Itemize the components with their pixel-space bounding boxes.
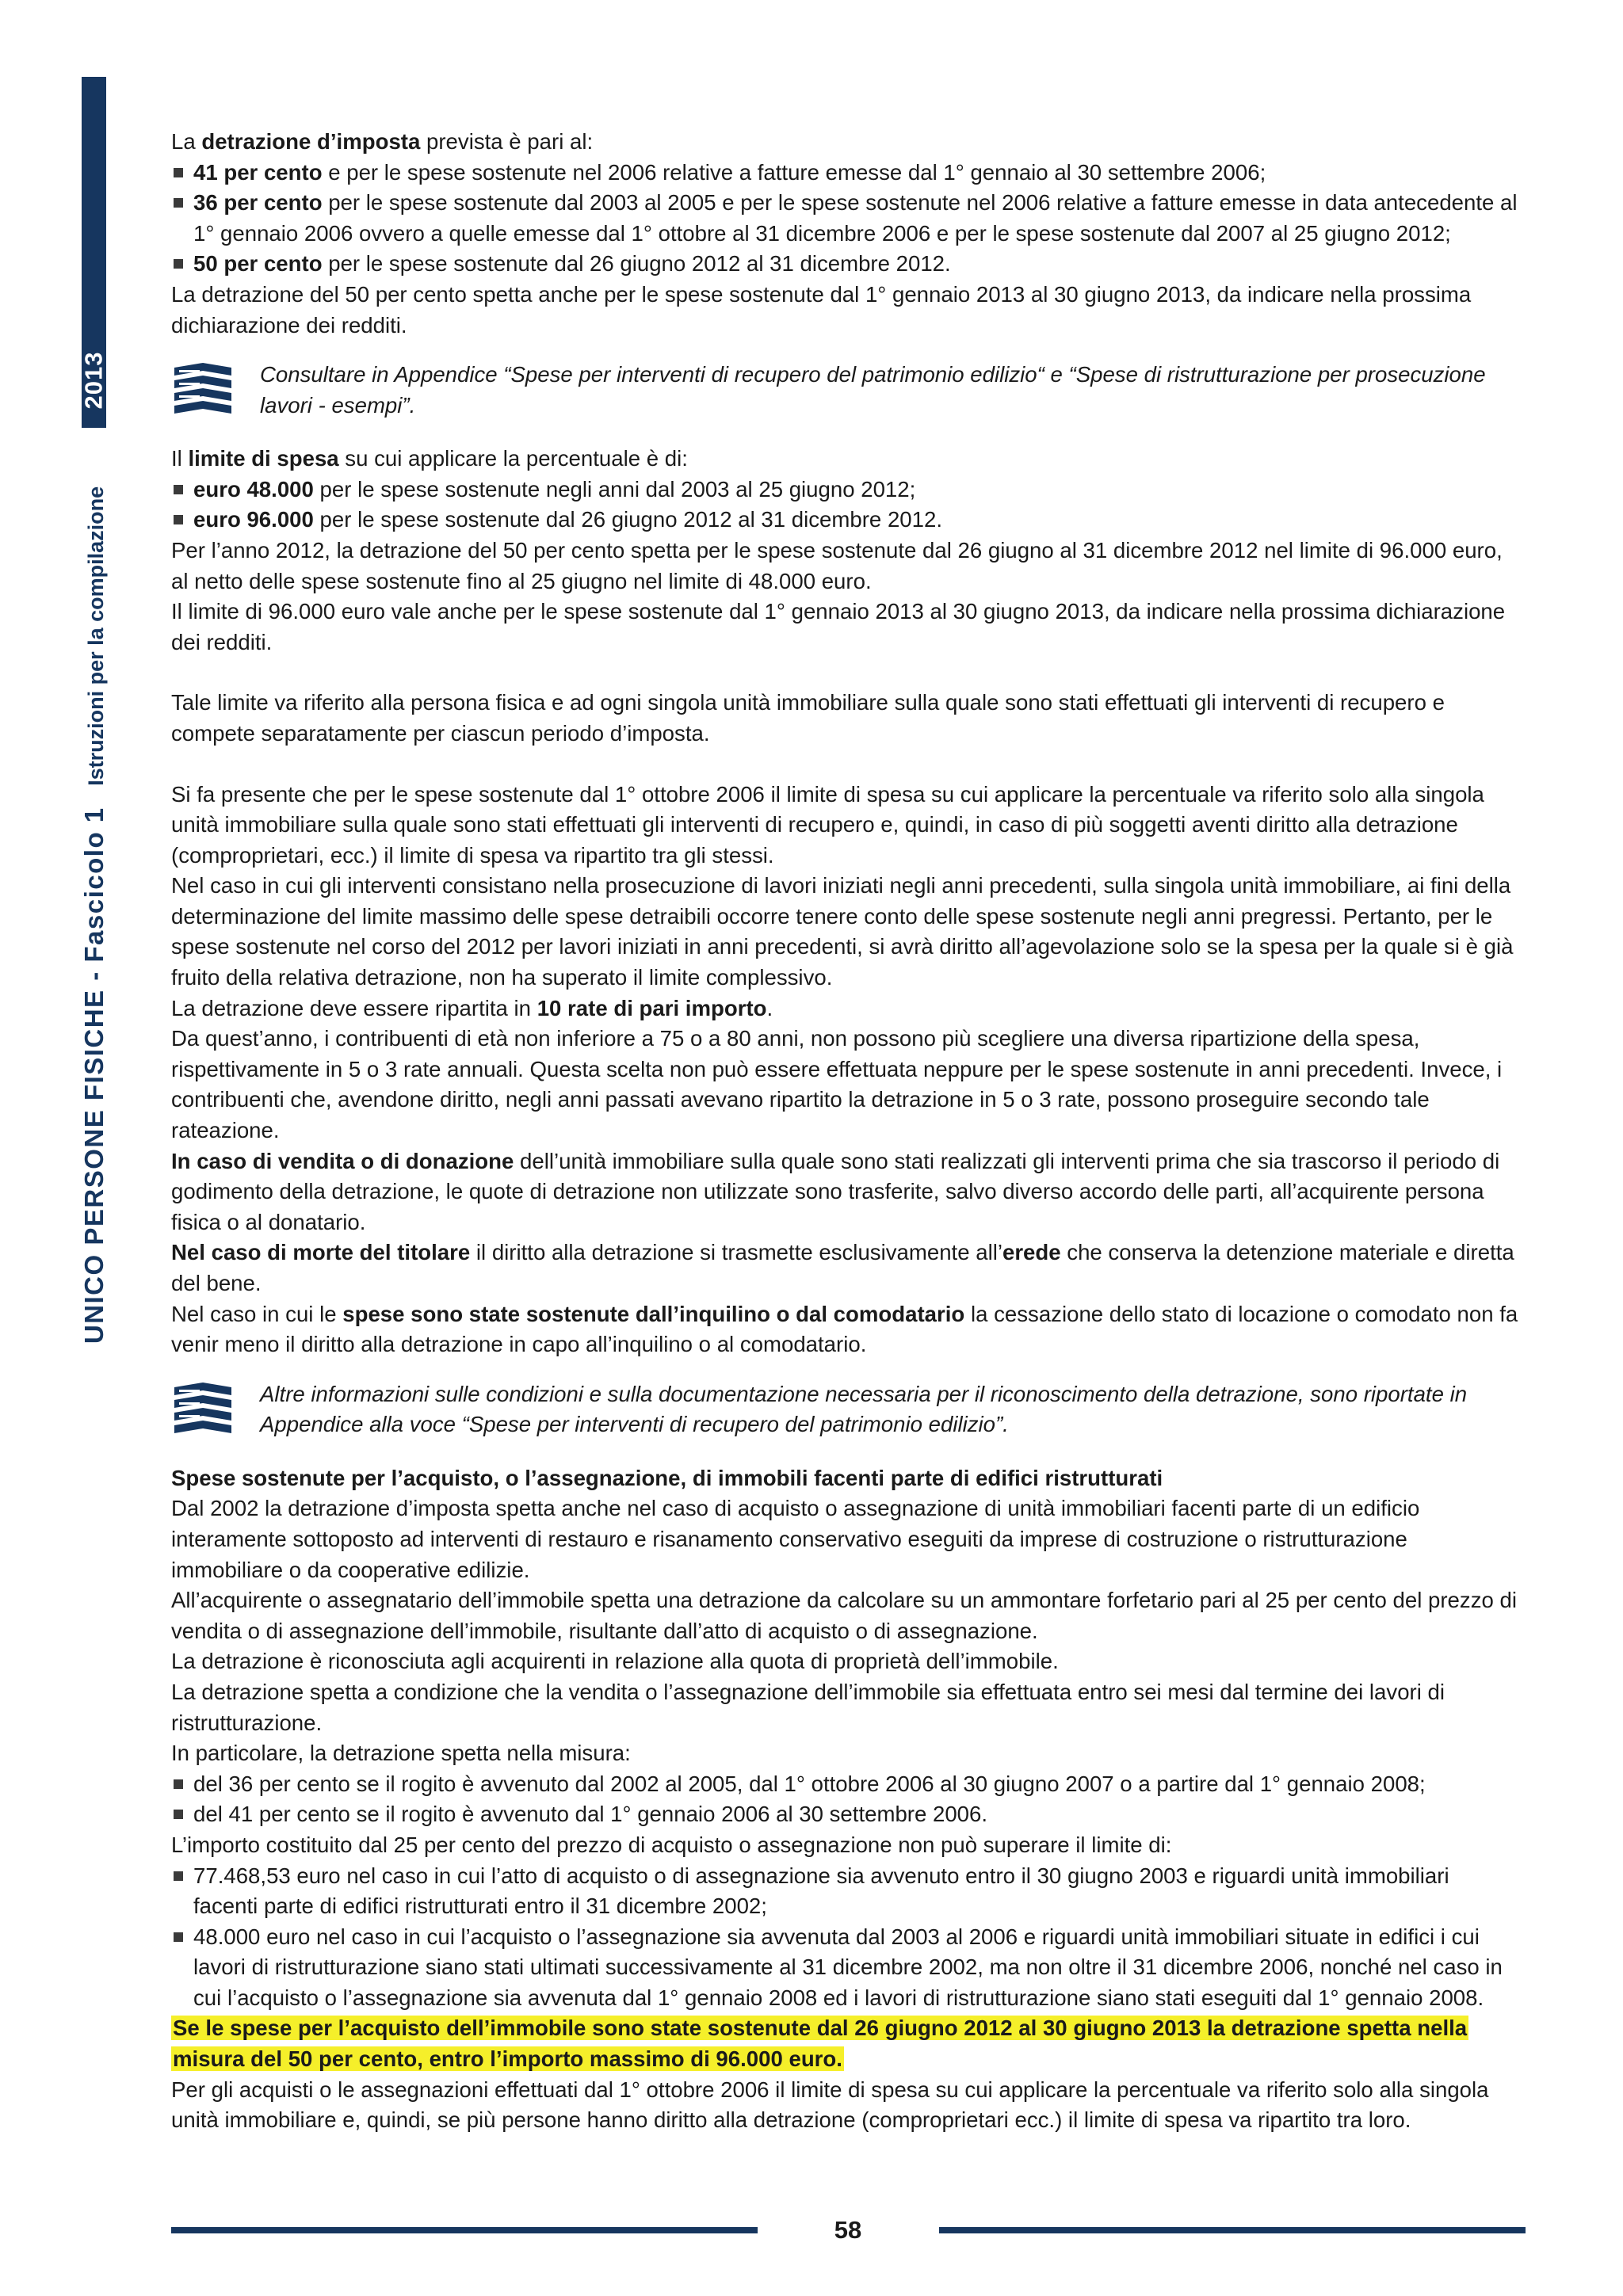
bullet-square-icon	[174, 1871, 183, 1881]
list-item: 50 per cento per le spese sostenute dal 26 giugno 2012 al 31 dicembre 2012.	[171, 249, 1518, 280]
list-item: 41 per cento e per le spese sostenute nel 2006 relative a fatture emesse dal 1° gennaio al 30 settembre 2006;	[171, 158, 1518, 189]
highlight-paragraph	[171, 2013, 1518, 2074]
note-text: Consultare in Appendice “Spese per interventi di recupero del patrimonio edilizio“ e “Spese di ristrutturazione per prosecuzione lavori - esempi”.	[260, 362, 1486, 418]
bullet-square-icon	[174, 515, 183, 524]
bullet-square-icon	[174, 1779, 183, 1789]
bullet-square-icon	[174, 1810, 183, 1819]
paragraph: Per gli acquisti o le assegnazioni effettuati dal 1° ottobre 2006 il limite di spesa su cui applicare la percentuale va riferito solo alla singola unità immobiliare e, quindi, se più persone hanno diritto alla detrazione (comproprietari ecc.) il limite di spesa va ripartito tra loro.	[171, 2077, 1489, 2133]
bullet-square-icon	[174, 198, 183, 208]
note-text: Altre informazioni sulle condizioni e sulla documentazione necessaria per il riconoscimento della detrazione, sono riportate in Appendice alla voce “Spese per interventi di recupero del patrimonio edilizio”.	[260, 1381, 1468, 1437]
paragraph: La detrazione d’imposta prevista è pari al:	[171, 129, 594, 154]
note-box	[171, 1379, 1518, 1443]
paragraph: Tale limite va riferito alla persona fisica e ad ogni singola unità immobiliare sulla quale sono stati effettuati gli interventi di recupero e compete separatamente per ciascun periodo d’imposta.	[171, 690, 1445, 746]
list-item: 77.468,53 euro nel caso in cui l’atto di acquisto o di assegnazione sia avvenuto entro il 30 giugno 2003 e riguardi unità immobiliari facenti parte di edifici ristrutturati entro il 31 dicembre 2002;	[171, 1861, 1518, 1922]
page-number: 58	[834, 2216, 862, 2244]
bullet-square-icon	[174, 168, 183, 177]
paragraph: All’acquirente o assegnatario dell’immobile spetta una detrazione da calcolare su un ammontare forfetario pari al 25 per cento del prezzo di vendita o di assegnazione dell’immobile, risultante dall’atto di acquisto o di assegnazione.	[171, 1588, 1517, 1643]
sidebar-title-sub: Istruzioni per la compilazione	[84, 486, 108, 786]
bullet-square-icon	[174, 1932, 183, 1942]
list-item: del 36 per cento se il rogito è avvenuto dal 2002 al 2005, dal 1° ottobre 2006 al 30 giugno 2007 o a partire dal 1° gennaio 2008;	[171, 1769, 1518, 1800]
paragraph: In particolare, la detrazione spetta nella misura:	[171, 1741, 631, 1766]
paragraph: Si fa presente che per le spese sostenute dal 1° ottobre 2006 il limite di spesa su cui applicare la percentuale va riferito solo alla singola unità immobiliare sulla quale sono stati effettuati gli interventi di recupero e, quindi, in caso di più soggetti aventi diritto alla detrazione (comproprietari, ecc.) il limite di spesa va ripartito tra gli stessi.	[171, 781, 1484, 868]
paragraph: Nel caso in cui le spese sono state sostenute dall’inquilino o dal comodatario la cessazione dello stato di locazione o comodato non fa venir meno il diritto alla detrazione in capo all’inquilino o al comodatario.	[171, 1301, 1518, 1357]
paragraph: La detrazione del 50 per cento spetta anche per le spese sostenute dal 1° gennaio 2013 al 30 giugno 2013, da indicare nella prossima dichiarazione dei redditi.	[171, 281, 1472, 338]
books-icon	[171, 361, 235, 417]
footer-rule-left	[171, 2227, 758, 2233]
paragraph: In caso di vendita o di donazione dell’unità immobiliare sulla quale sono stati realizzati gli interventi prima che sia trascorso il periodo di godimento della detrazione, le quote di detrazione non utilizzate sono trasferite, salvo diverso accordo delle parti, all’acquirente persona fisica o al donatario.	[171, 1148, 1500, 1234]
paragraph: Nel caso di morte del titolare il diritto alla detrazione si trasmette esclusivamente all’erede che conserva la detenzione materiale e diretta del bene.	[171, 1240, 1514, 1295]
sidebar-title-main: UNICO PERSONE FISICHE - Fascicolo 1	[79, 807, 109, 1344]
list-item: euro 96.000 per le spese sostenute dal 26 giugno 2012 al 31 dicembre 2012.	[171, 505, 1518, 536]
list-item: del 41 per cento se il rogito è avvenuto dal 1° gennaio 2006 al 30 settembre 2006.	[171, 1799, 1518, 1830]
paragraph: Il limite di 96.000 euro vale anche per le spese sostenute dal 1° gennaio 2013 al 30 giugno 2013, da indicare nella prossima dichiarazione dei redditi.	[171, 599, 1506, 654]
list-item: euro 48.000 per le spese sostenute negli anni dal 2003 al 25 giugno 2012;	[171, 475, 1518, 505]
sidebar-year-badge	[79, 333, 108, 428]
section-title: Spese sostenute per l’acquisto, o l’assegnazione, di immobili facenti parte di edifici ristrutturati	[171, 1465, 1163, 1490]
paragraph: Nel caso in cui gli interventi consistano nella prosecuzione di lavori iniziati negli anni precedenti, sulla singola unità immobiliare, ai fini della determinazione del limite massimo delle spese detraibili occorre tenere conto delle spese sostenute negli anni pregressi. Pertanto, per le spese sostenute nel corso del 2012 per lavori iniziati in anni precedenti, si avrà diritto all’agevolazione solo se la spesa per la quale si è già fruito della relativa detrazione, non ha superato il limite complessivo.	[171, 873, 1514, 990]
bullet-square-icon	[174, 259, 183, 269]
paragraph: La detrazione deve essere ripartita in 10 rate di pari importo.	[171, 995, 773, 1020]
sidebar-year: 2013	[79, 351, 108, 410]
paragraph: La detrazione spetta a condizione che la vendita o l’assegnazione dell’immobile sia effettuata entro sei mesi dal termine dei lavori di ristrutturazione.	[171, 1679, 1445, 1735]
document-body	[171, 127, 1518, 2136]
paragraph: L’importo costituito dal 25 per cento del prezzo di acquisto o assegnazione non può superare il limite di:	[171, 1832, 1172, 1857]
paragraph: Da quest’anno, i contribuenti di età non inferiore a 75 o a 80 anni, non possono più scegliere una diversa ripartizione della spesa, rispettivamente in 5 o 3 rate annuali. Questa scelta non può essere effettuata neppure per le spese sostenute in anni precedenti. Invece, i contribuenti che, avendone diritto, negli anni passati avevano ripartito la detrazione in 5 o 3 rate, possono proseguire secondo tale rateazione.	[171, 1026, 1503, 1143]
bullet-square-icon	[174, 485, 183, 494]
list-item: 36 per cento per le spese sostenute dal 2003 al 2005 e per le spese sostenute nel 2006 relative a fatture emesse in data antecedente al 1° gennaio 2006 ovvero a quelle emesse dal 1° ottobre al 31 dicembre 2006 e per le spese sostenute dal 2007 al 25 giugno 2012;	[171, 188, 1518, 249]
paragraph: Dal 2002 la detrazione d’imposta spetta anche nel caso di acquisto o assegnazione di unità immobiliari facenti parte di un edificio interamente sottoposto ad interventi di restauro e risanamento conservativo eseguiti da imprese di costruzione o ristrutturazione immobiliare o da cooperative edilizie.	[171, 1496, 1420, 1582]
note-box	[171, 360, 1518, 423]
books-icon	[171, 1381, 235, 1436]
highlight-text: Se le spese per l’acquisto dell’immobile sono state sostenute dal 26 giugno 2012 al 30 giugno 2013 la detrazione spetta nella misura del 50 per cento, entro l’importo massimo di 96.000 euro.	[173, 2016, 1468, 2072]
paragraph: Per l’anno 2012, la detrazione del 50 per cento spetta per le spese sostenute dal 26 giugno al 31 dicembre 2012 nel limite di 96.000 euro, al netto delle spese sostenute fino al 25 giugno nel limite di 48.000 euro.	[171, 537, 1503, 593]
sidebar-accent-bar	[82, 77, 106, 376]
paragraph: Il limite di spesa su cui applicare la percentuale è di:	[171, 446, 688, 471]
list-item: 48.000 euro nel caso in cui l’acquisto o l’assegnazione sia avvenuta dal 2003 al 2006 e riguardi unità immobiliari situate in edifici i cui lavori di ristrutturazione siano stati ultimati successivamente al 31 dicembre 2002, ma non oltre il 31 dicembre 2006, nonché nel caso in cui l’acquisto o l’assegnazione sia avvenuta dal 1° gennaio 2008 ed i lavori di ristrutturazione siano stati eseguiti dal 1° gennaio 2008.	[171, 1922, 1518, 2014]
sidebar-title	[81, 444, 108, 1386]
footer-rule-right	[939, 2227, 1526, 2233]
paragraph: La detrazione è riconosciuta agli acquirenti in relazione alla quota di proprietà dell’immobile.	[171, 1649, 1059, 1674]
